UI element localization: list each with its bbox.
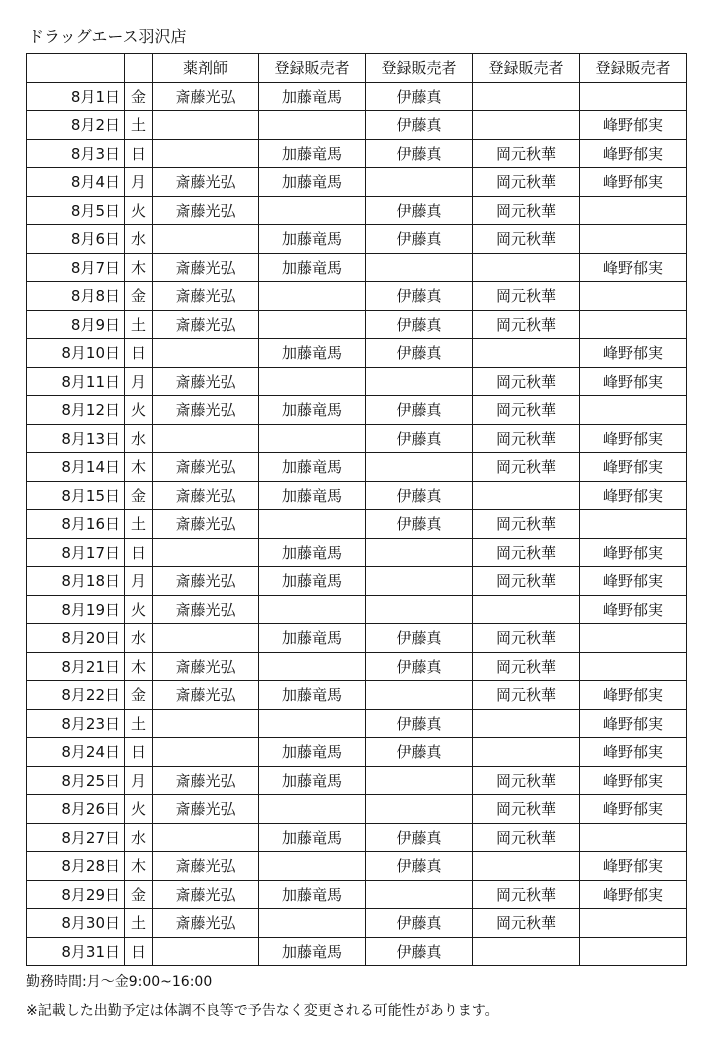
date-cell: 8月1日 bbox=[27, 82, 125, 111]
seller-2-cell bbox=[366, 795, 473, 824]
date-cell: 8月9日 bbox=[27, 310, 125, 339]
seller-4-cell: 峰野郁実 bbox=[580, 339, 687, 368]
pharmacist-cell bbox=[153, 339, 259, 368]
seller-3-cell: 岡元秋華 bbox=[473, 196, 580, 225]
seller-3-cell bbox=[473, 852, 580, 881]
pharmacist-cell: 斎藤光弘 bbox=[153, 310, 259, 339]
schedule-body bbox=[27, 82, 687, 966]
seller-1-cell bbox=[259, 595, 366, 624]
seller-2-cell bbox=[366, 681, 473, 710]
seller-3-cell: 岡元秋華 bbox=[473, 282, 580, 311]
seller-3-cell: 岡元秋華 bbox=[473, 795, 580, 824]
seller-1-cell: 加藤竜馬 bbox=[259, 880, 366, 909]
seller-2-cell: 伊藤真 bbox=[366, 396, 473, 425]
seller-3-cell: 岡元秋華 bbox=[473, 168, 580, 197]
weekday-cell: 金 bbox=[125, 481, 153, 510]
date-cell: 8月21日 bbox=[27, 652, 125, 681]
seller-3-cell: 岡元秋華 bbox=[473, 139, 580, 168]
seller-4-cell: 峰野郁実 bbox=[580, 766, 687, 795]
pharmacist-cell: 斎藤光弘 bbox=[153, 82, 259, 111]
seller-3-cell bbox=[473, 339, 580, 368]
date-cell: 8月3日 bbox=[27, 139, 125, 168]
weekday-cell: 土 bbox=[125, 510, 153, 539]
pharmacist-cell bbox=[153, 538, 259, 567]
seller-3-cell: 岡元秋華 bbox=[473, 225, 580, 254]
date-cell: 8月13日 bbox=[27, 424, 125, 453]
pharmacist-cell bbox=[153, 139, 259, 168]
table-row bbox=[27, 909, 687, 938]
seller-4-cell bbox=[580, 82, 687, 111]
seller-1-cell: 加藤竜馬 bbox=[259, 823, 366, 852]
seller-2-cell: 伊藤真 bbox=[366, 852, 473, 881]
pharmacist-cell: 斎藤光弘 bbox=[153, 481, 259, 510]
seller-4-cell bbox=[580, 823, 687, 852]
seller-2-cell bbox=[366, 367, 473, 396]
seller-2-cell bbox=[366, 595, 473, 624]
table-row bbox=[27, 339, 687, 368]
seller-3-cell: 岡元秋華 bbox=[473, 510, 580, 539]
seller-4-cell: 峰野郁実 bbox=[580, 424, 687, 453]
weekday-cell: 金 bbox=[125, 880, 153, 909]
seller-2-cell: 伊藤真 bbox=[366, 909, 473, 938]
date-cell: 8月8日 bbox=[27, 282, 125, 311]
seller-1-cell bbox=[259, 510, 366, 539]
seller-2-cell bbox=[366, 168, 473, 197]
table-row bbox=[27, 196, 687, 225]
weekday-cell: 水 bbox=[125, 823, 153, 852]
seller-3-cell bbox=[473, 937, 580, 966]
date-cell: 8月20日 bbox=[27, 624, 125, 653]
pharmacist-cell: 斎藤光弘 bbox=[153, 681, 259, 710]
header-registered-seller-4: 登録販売者 bbox=[580, 54, 687, 83]
table-row bbox=[27, 82, 687, 111]
seller-2-cell: 伊藤真 bbox=[366, 139, 473, 168]
pharmacist-cell: 斎藤光弘 bbox=[153, 253, 259, 282]
pharmacist-cell: 斎藤光弘 bbox=[153, 367, 259, 396]
seller-3-cell bbox=[473, 709, 580, 738]
seller-3-cell bbox=[473, 738, 580, 767]
seller-4-cell: 峰野郁実 bbox=[580, 852, 687, 881]
pharmacist-cell bbox=[153, 937, 259, 966]
table-row bbox=[27, 567, 687, 596]
seller-2-cell bbox=[366, 567, 473, 596]
header-weekday bbox=[125, 54, 153, 83]
table-row bbox=[27, 168, 687, 197]
weekday-cell: 木 bbox=[125, 652, 153, 681]
weekday-cell: 月 bbox=[125, 168, 153, 197]
seller-2-cell: 伊藤真 bbox=[366, 481, 473, 510]
seller-4-cell bbox=[580, 510, 687, 539]
date-cell: 8月4日 bbox=[27, 168, 125, 197]
pharmacist-cell bbox=[153, 225, 259, 254]
seller-2-cell: 伊藤真 bbox=[366, 225, 473, 254]
seller-1-cell: 加藤竜馬 bbox=[259, 225, 366, 254]
date-cell: 8月14日 bbox=[27, 453, 125, 482]
seller-3-cell: 岡元秋華 bbox=[473, 766, 580, 795]
seller-4-cell: 峰野郁実 bbox=[580, 538, 687, 567]
seller-3-cell bbox=[473, 481, 580, 510]
weekday-cell: 土 bbox=[125, 709, 153, 738]
pharmacist-cell: 斎藤光弘 bbox=[153, 282, 259, 311]
table-row bbox=[27, 253, 687, 282]
table-row bbox=[27, 766, 687, 795]
seller-2-cell bbox=[366, 880, 473, 909]
seller-2-cell: 伊藤真 bbox=[366, 937, 473, 966]
pharmacist-cell: 斎藤光弘 bbox=[153, 595, 259, 624]
weekday-cell: 水 bbox=[125, 225, 153, 254]
header-registered-seller-3: 登録販売者 bbox=[473, 54, 580, 83]
weekday-cell: 日 bbox=[125, 339, 153, 368]
seller-1-cell: 加藤竜馬 bbox=[259, 82, 366, 111]
pharmacist-cell bbox=[153, 424, 259, 453]
seller-3-cell: 岡元秋華 bbox=[473, 453, 580, 482]
seller-3-cell: 岡元秋華 bbox=[473, 652, 580, 681]
seller-4-cell: 峰野郁実 bbox=[580, 880, 687, 909]
seller-4-cell bbox=[580, 624, 687, 653]
date-cell: 8月31日 bbox=[27, 937, 125, 966]
date-cell: 8月25日 bbox=[27, 766, 125, 795]
seller-1-cell bbox=[259, 111, 366, 140]
seller-2-cell: 伊藤真 bbox=[366, 196, 473, 225]
date-cell: 8月19日 bbox=[27, 595, 125, 624]
table-row bbox=[27, 510, 687, 539]
date-cell: 8月10日 bbox=[27, 339, 125, 368]
seller-3-cell: 岡元秋華 bbox=[473, 538, 580, 567]
seller-3-cell: 岡元秋華 bbox=[473, 681, 580, 710]
pharmacist-cell: 斎藤光弘 bbox=[153, 652, 259, 681]
weekday-cell: 土 bbox=[125, 909, 153, 938]
seller-4-cell: 峰野郁実 bbox=[580, 111, 687, 140]
table-row bbox=[27, 652, 687, 681]
seller-1-cell bbox=[259, 282, 366, 311]
seller-3-cell: 岡元秋華 bbox=[473, 567, 580, 596]
seller-1-cell bbox=[259, 652, 366, 681]
weekday-cell: 日 bbox=[125, 937, 153, 966]
seller-2-cell bbox=[366, 766, 473, 795]
seller-1-cell: 加藤竜馬 bbox=[259, 567, 366, 596]
weekday-cell: 水 bbox=[125, 424, 153, 453]
seller-1-cell bbox=[259, 852, 366, 881]
seller-3-cell: 岡元秋華 bbox=[473, 880, 580, 909]
seller-1-cell: 加藤竜馬 bbox=[259, 168, 366, 197]
seller-1-cell bbox=[259, 424, 366, 453]
weekday-cell: 月 bbox=[125, 567, 153, 596]
weekday-cell: 日 bbox=[125, 538, 153, 567]
seller-4-cell: 峰野郁実 bbox=[580, 168, 687, 197]
seller-4-cell: 峰野郁実 bbox=[580, 595, 687, 624]
seller-3-cell bbox=[473, 595, 580, 624]
seller-2-cell: 伊藤真 bbox=[366, 339, 473, 368]
seller-3-cell: 岡元秋華 bbox=[473, 310, 580, 339]
table-row bbox=[27, 681, 687, 710]
table-row bbox=[27, 823, 687, 852]
seller-3-cell: 岡元秋華 bbox=[473, 396, 580, 425]
date-cell: 8月22日 bbox=[27, 681, 125, 710]
header-date bbox=[27, 54, 125, 83]
weekday-cell: 火 bbox=[125, 196, 153, 225]
date-cell: 8月30日 bbox=[27, 909, 125, 938]
weekday-cell: 月 bbox=[125, 766, 153, 795]
seller-1-cell: 加藤竜馬 bbox=[259, 253, 366, 282]
weekday-cell: 金 bbox=[125, 681, 153, 710]
seller-4-cell bbox=[580, 282, 687, 311]
table-row bbox=[27, 139, 687, 168]
schedule-change-disclaimer: ※記載した出勤予定は体調不良等で予告なく変更される可能性があります。 bbox=[26, 1003, 499, 1019]
table-row bbox=[27, 282, 687, 311]
seller-1-cell bbox=[259, 196, 366, 225]
date-cell: 8月23日 bbox=[27, 709, 125, 738]
weekday-cell: 木 bbox=[125, 852, 153, 881]
seller-1-cell: 加藤竜馬 bbox=[259, 139, 366, 168]
seller-1-cell bbox=[259, 709, 366, 738]
seller-3-cell bbox=[473, 253, 580, 282]
pharmacist-cell: 斎藤光弘 bbox=[153, 453, 259, 482]
weekday-cell: 土 bbox=[125, 111, 153, 140]
seller-3-cell: 岡元秋華 bbox=[473, 367, 580, 396]
seller-4-cell bbox=[580, 937, 687, 966]
date-cell: 8月2日 bbox=[27, 111, 125, 140]
seller-1-cell bbox=[259, 795, 366, 824]
pharmacist-cell: 斎藤光弘 bbox=[153, 852, 259, 881]
weekday-cell: 土 bbox=[125, 310, 153, 339]
seller-4-cell: 峰野郁実 bbox=[580, 453, 687, 482]
date-cell: 8月18日 bbox=[27, 567, 125, 596]
seller-4-cell: 峰野郁実 bbox=[580, 709, 687, 738]
table-header-row bbox=[27, 54, 687, 83]
pharmacist-cell: 斎藤光弘 bbox=[153, 567, 259, 596]
shift-schedule-table bbox=[26, 53, 687, 966]
seller-4-cell bbox=[580, 225, 687, 254]
pharmacist-cell bbox=[153, 823, 259, 852]
seller-1-cell bbox=[259, 367, 366, 396]
pharmacist-cell: 斎藤光弘 bbox=[153, 396, 259, 425]
header-pharmacist: 薬剤師 bbox=[153, 54, 259, 83]
seller-2-cell bbox=[366, 453, 473, 482]
pharmacist-cell: 斎藤光弘 bbox=[153, 880, 259, 909]
seller-2-cell bbox=[366, 253, 473, 282]
weekday-cell: 金 bbox=[125, 82, 153, 111]
seller-1-cell: 加藤竜馬 bbox=[259, 766, 366, 795]
table-row bbox=[27, 937, 687, 966]
date-cell: 8月12日 bbox=[27, 396, 125, 425]
seller-1-cell: 加藤竜馬 bbox=[259, 339, 366, 368]
table-row bbox=[27, 367, 687, 396]
seller-1-cell: 加藤竜馬 bbox=[259, 624, 366, 653]
table-row bbox=[27, 880, 687, 909]
header-registered-seller-2: 登録販売者 bbox=[366, 54, 473, 83]
date-cell: 8月16日 bbox=[27, 510, 125, 539]
pharmacist-cell bbox=[153, 709, 259, 738]
table-row bbox=[27, 453, 687, 482]
table-row bbox=[27, 738, 687, 767]
date-cell: 8月6日 bbox=[27, 225, 125, 254]
seller-4-cell bbox=[580, 396, 687, 425]
seller-2-cell: 伊藤真 bbox=[366, 82, 473, 111]
pharmacist-cell bbox=[153, 624, 259, 653]
pharmacist-cell: 斎藤光弘 bbox=[153, 766, 259, 795]
seller-1-cell bbox=[259, 909, 366, 938]
date-cell: 8月15日 bbox=[27, 481, 125, 510]
date-cell: 8月5日 bbox=[27, 196, 125, 225]
seller-4-cell: 峰野郁実 bbox=[580, 681, 687, 710]
seller-1-cell: 加藤竜馬 bbox=[259, 738, 366, 767]
date-cell: 8月29日 bbox=[27, 880, 125, 909]
table-row bbox=[27, 396, 687, 425]
table-row bbox=[27, 310, 687, 339]
date-cell: 8月28日 bbox=[27, 852, 125, 881]
pharmacist-cell: 斎藤光弘 bbox=[153, 168, 259, 197]
seller-2-cell: 伊藤真 bbox=[366, 510, 473, 539]
seller-3-cell: 岡元秋華 bbox=[473, 424, 580, 453]
seller-1-cell: 加藤竜馬 bbox=[259, 453, 366, 482]
seller-2-cell: 伊藤真 bbox=[366, 709, 473, 738]
seller-4-cell bbox=[580, 310, 687, 339]
seller-2-cell: 伊藤真 bbox=[366, 424, 473, 453]
weekday-cell: 日 bbox=[125, 738, 153, 767]
weekday-cell: 日 bbox=[125, 139, 153, 168]
table-row bbox=[27, 595, 687, 624]
seller-1-cell: 加藤竜馬 bbox=[259, 681, 366, 710]
table-row bbox=[27, 795, 687, 824]
seller-4-cell bbox=[580, 652, 687, 681]
seller-1-cell: 加藤竜馬 bbox=[259, 538, 366, 567]
seller-4-cell: 峰野郁実 bbox=[580, 567, 687, 596]
seller-4-cell: 峰野郁実 bbox=[580, 139, 687, 168]
seller-2-cell: 伊藤真 bbox=[366, 738, 473, 767]
weekday-cell: 月 bbox=[125, 367, 153, 396]
weekday-cell: 水 bbox=[125, 624, 153, 653]
seller-4-cell bbox=[580, 909, 687, 938]
pharmacist-cell: 斎藤光弘 bbox=[153, 510, 259, 539]
table-row bbox=[27, 538, 687, 567]
seller-4-cell: 峰野郁実 bbox=[580, 481, 687, 510]
seller-4-cell: 峰野郁実 bbox=[580, 795, 687, 824]
weekday-cell: 火 bbox=[125, 795, 153, 824]
table-row bbox=[27, 424, 687, 453]
seller-3-cell: 岡元秋華 bbox=[473, 624, 580, 653]
seller-4-cell: 峰野郁実 bbox=[580, 367, 687, 396]
table-row bbox=[27, 852, 687, 881]
weekday-cell: 火 bbox=[125, 396, 153, 425]
seller-4-cell: 峰野郁実 bbox=[580, 738, 687, 767]
table-row bbox=[27, 111, 687, 140]
seller-1-cell bbox=[259, 310, 366, 339]
seller-2-cell: 伊藤真 bbox=[366, 111, 473, 140]
seller-3-cell bbox=[473, 82, 580, 111]
seller-3-cell bbox=[473, 111, 580, 140]
pharmacist-cell: 斎藤光弘 bbox=[153, 196, 259, 225]
seller-2-cell bbox=[366, 538, 473, 567]
header-registered-seller-1: 登録販売者 bbox=[259, 54, 366, 83]
weekday-cell: 火 bbox=[125, 595, 153, 624]
seller-2-cell: 伊藤真 bbox=[366, 310, 473, 339]
pharmacist-cell: 斎藤光弘 bbox=[153, 795, 259, 824]
seller-3-cell: 岡元秋華 bbox=[473, 823, 580, 852]
date-cell: 8月27日 bbox=[27, 823, 125, 852]
seller-1-cell: 加藤竜馬 bbox=[259, 481, 366, 510]
date-cell: 8月24日 bbox=[27, 738, 125, 767]
seller-1-cell: 加藤竜馬 bbox=[259, 396, 366, 425]
working-hours-note: 勤務時間:月～金9:00~16:00 bbox=[26, 974, 213, 990]
date-cell: 8月7日 bbox=[27, 253, 125, 282]
seller-2-cell: 伊藤真 bbox=[366, 624, 473, 653]
table-row bbox=[27, 481, 687, 510]
date-cell: 8月17日 bbox=[27, 538, 125, 567]
pharmacist-cell bbox=[153, 111, 259, 140]
seller-3-cell: 岡元秋華 bbox=[473, 909, 580, 938]
pharmacist-cell bbox=[153, 738, 259, 767]
seller-4-cell bbox=[580, 196, 687, 225]
date-cell: 8月11日 bbox=[27, 367, 125, 396]
seller-2-cell: 伊藤真 bbox=[366, 823, 473, 852]
weekday-cell: 木 bbox=[125, 453, 153, 482]
table-row bbox=[27, 225, 687, 254]
table-row bbox=[27, 709, 687, 738]
seller-2-cell: 伊藤真 bbox=[366, 652, 473, 681]
weekday-cell: 金 bbox=[125, 282, 153, 311]
page-title: ドラッグエース羽沢店 bbox=[28, 27, 187, 46]
table-row bbox=[27, 624, 687, 653]
date-cell: 8月26日 bbox=[27, 795, 125, 824]
weekday-cell: 木 bbox=[125, 253, 153, 282]
seller-2-cell: 伊藤真 bbox=[366, 282, 473, 311]
seller-4-cell: 峰野郁実 bbox=[580, 253, 687, 282]
pharmacist-cell: 斎藤光弘 bbox=[153, 909, 259, 938]
seller-1-cell: 加藤竜馬 bbox=[259, 937, 366, 966]
